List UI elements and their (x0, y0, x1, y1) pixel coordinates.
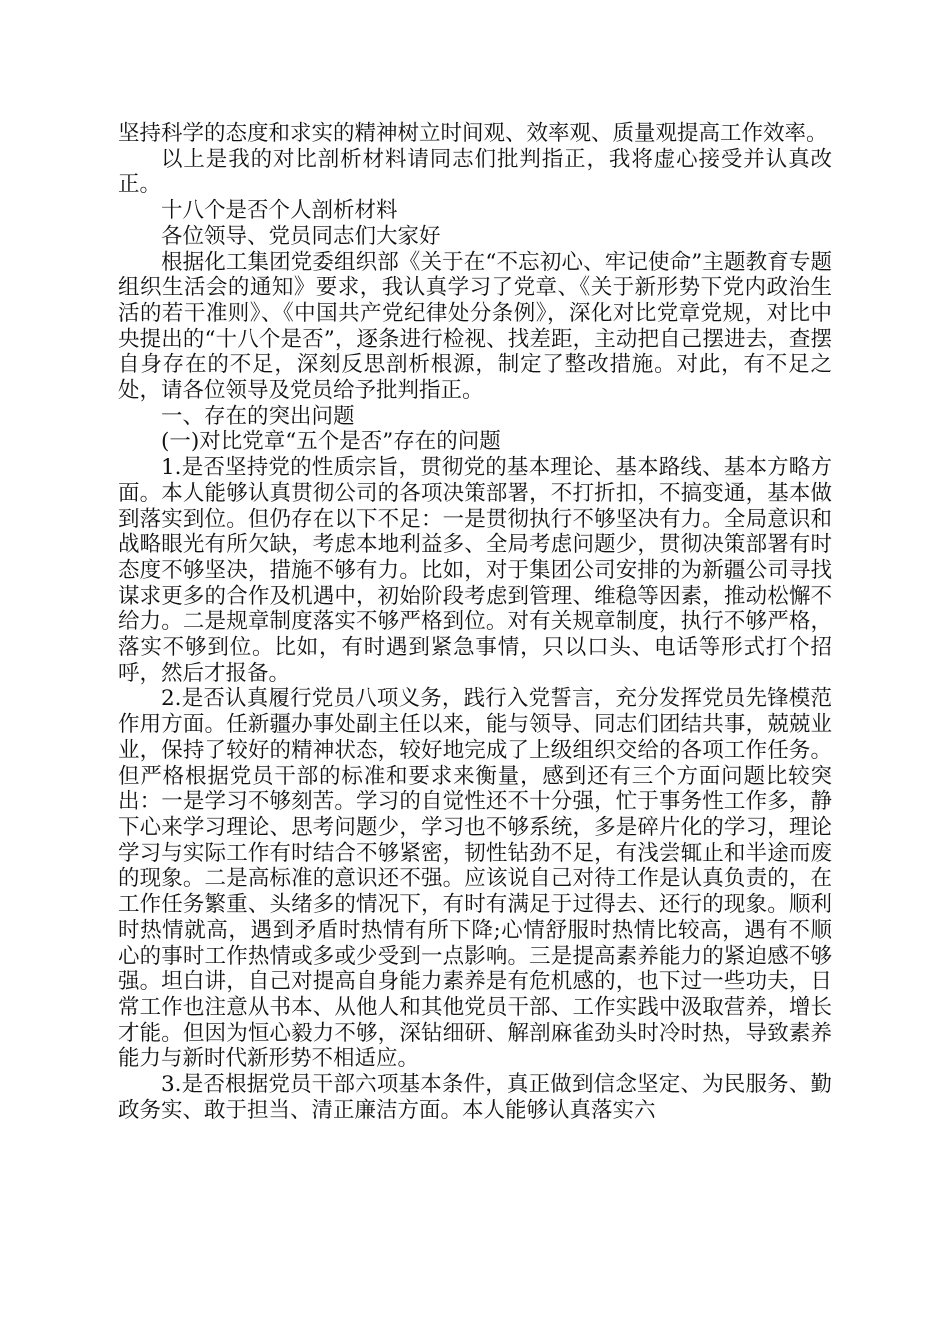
item-3: 3.是否根据党员干部六项基本条件，真正做到信念坚定、为民服务、勤政务实、敢于担当、清正廉洁方面。本人能够认真落实六 (118, 1072, 832, 1123)
subheading-1: (一)对比党章“五个是否”存在的问题 (161, 429, 501, 455)
greeting: 各位领导、党员同志们大家好 (161, 223, 441, 249)
item-1: 1.是否坚持党的性质宗旨，贯彻党的基本理论、基本路线、基本方略方面。本人能够认真贯彻公司的各项决策部署，不打折扣，不搞变通，基本做到落实到位。但仍存在以下不足：一是贯彻执行不够坚决有力。全局意识和战略眼光有所欠缺，考虑本地利益多、全局考虑问题少，贯彻决策部署有时态度不够坚决，措施不够有力。比如，对于集团公司安排的为新疆公司寻找谋求更多的合作及机遇中，初始阶段考虑到管理、维稳等因素，推动松懈不给力。二是规章制度落实不够严格到位。对有关规章制度，执行不够严格，落实不够到位。比如，有时遇到紧急事情，只以口头、电话等形式打个招呼，然后才报备。 (118, 455, 832, 686)
item-2: 2.是否认真履行党员八项义务，践行入党誓言，充分发挥党员先锋模范作用方面。任新疆办事处副主任以来，能与领导、同志们团结共事，兢兢业业，保持了较好的精神状态，较好地完成了上级组织交给的各项工作任务。但严格根据党员干部的标准和要求来衡量，感到还有三个方面问题比较突出：一是学习不够刻苦。学习的自觉性还不十分强，忙于事务性工作多，静下心来学习理论、思考问题少，学习也不够系统，多是碎片化的学习，理论学习与实际工作有时结合不够紧密，韧性钻劲不足，有浅尝辄止和半途而废的现象。二是高标准的意识还不强。应该说自己对待工作是认真负责的，在工作任务繁重、头绪多的情况下，有时有满足于过得去、还行的现象。顺利时热情就高，遇到矛盾时热情有所下降;心情舒服时热情比较高，遇有不顺心的事时工作热情或多或少受到一点影响。三是提高素养能力的紧迫感不够强。坦白讲，自己对提高自身能力素养是有危机感的，也下过一些功夫，日常工作也注意从书本、从他人和其他党员干部、工作实践中汲取营养，增长才能。但因为恒心毅力不够，深钻细研、解剖麻雀劲头时冷时热，导致素养能力与新时代新形势不相适应。 (118, 686, 832, 1072)
paragraph-2: 以上是我的对比剖析材料请同志们批判指正，我将虚心接受并认真改正。 (118, 146, 832, 198)
document-page (118, 121, 832, 1123)
paragraph-intro: 根据化工集团党委组织部《关于在“不忘初心、牢记使命”主题教育专题组织生活会的通知》要求，我认真学习了党章、《关于新形势下党内政治生活的若干准则》、《中国共产党纪律处分条例》，深化对比党章党规，对比中央提出的“十八个是否”，逐条进行检视、找差距，主动把自己摆进去，查摆自身存在的不足，深刻反思剖析根源，制定了整改措施。对此，有不足之处，请各位领导及党员给予批判指正。 (118, 249, 832, 404)
paragraph-1: 坚持科学的态度和求实的精神树立时间观、效率观、质量观提高工作效率。 (118, 121, 828, 146)
section-title: 十八个是否个人剖析材料 (161, 198, 398, 224)
heading-1: 一、存在的突出问题 (161, 403, 355, 429)
